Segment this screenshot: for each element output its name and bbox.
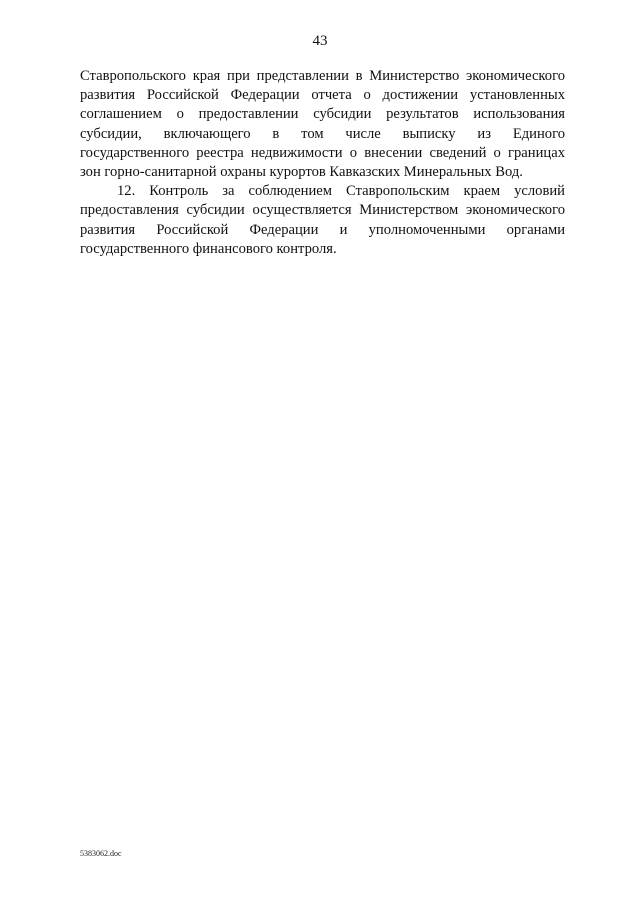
- text-line: субсидии, включающего в том числе выписку из Единого: [80, 125, 565, 142]
- document-body: [80, 67, 565, 259]
- text-line: предоставления субсидии осуществляется Министерством экономического: [80, 202, 565, 219]
- text-line: 12. Контроль за соблюдением Ставропольским краем условий: [117, 183, 565, 200]
- page-number: 43: [312, 33, 328, 49]
- text-line: соглашением о предоставлении субсидии результатов использования: [80, 106, 565, 123]
- paragraph-12: [80, 182, 565, 259]
- text-line: развития Российской Федерации отчета о достижении установленных: [80, 87, 565, 104]
- text-line: Ставропольского края при представлении в Министерство экономического: [80, 68, 565, 84]
- text-line: государственного финансового контроля.: [80, 240, 337, 257]
- text-line: развития Российской Федерации и уполномоченными органами: [80, 221, 565, 238]
- text-line: зон горно-санитарной охраны курортов Кавказских Минеральных Вод.: [80, 164, 523, 181]
- document-file-code: 5383062.doc: [80, 849, 122, 858]
- text-line: государственного реестра недвижимости о внесении сведений о границах: [80, 144, 565, 161]
- paragraph-continuation: [80, 67, 565, 182]
